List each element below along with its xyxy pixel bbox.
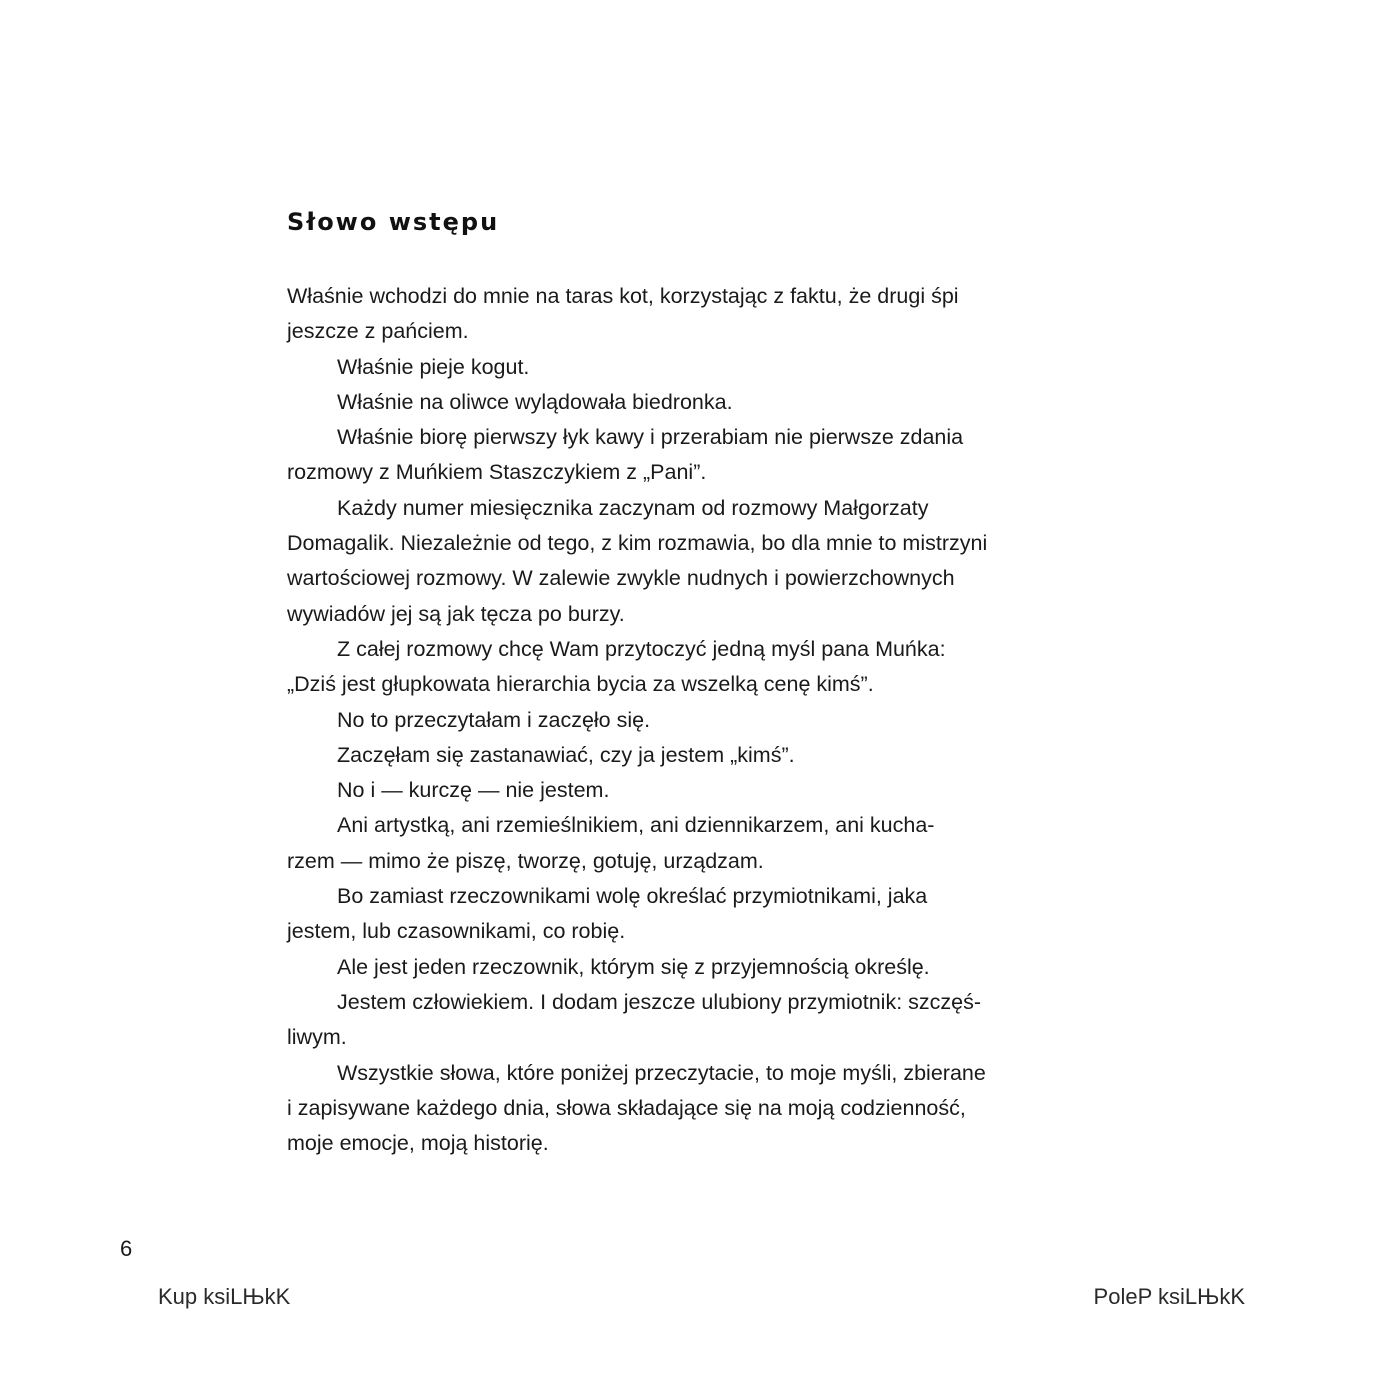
text-line: Właśnie biorę pierwszy łyk kawy i przerabiam nie pierwsze zdania bbox=[337, 425, 964, 450]
body-text bbox=[287, 279, 1077, 1161]
text-line: „Dziś jest głupkowata hierarchia bycia za wszelką cenę kimś”. bbox=[287, 672, 874, 697]
text-line: Właśnie pieje kogut. bbox=[337, 354, 530, 379]
text-line: wywiadów jej są jak tęcza po burzy. bbox=[287, 601, 625, 626]
text-line: jestem, lub czasownikami, co robię. bbox=[287, 919, 626, 944]
text-line: Bo zamiast rzeczownikami wolę określać przymiotnikami, jaka bbox=[337, 884, 928, 909]
text-line: Wszystkie słowa, które poniżej przeczytacie, to moje myśli, zbierane bbox=[337, 1060, 986, 1085]
text-line: No i — kurczę — nie jestem. bbox=[337, 778, 610, 803]
text-line: Domagalik. Niezależnie od tego, z kim rozmawia, bo dla mnie to mistrzyni bbox=[287, 531, 988, 556]
text-line: wartościowej rozmowy. W zalewie zwykle nudnych i powierzchownych bbox=[287, 566, 955, 591]
text-line: Ani artystką, ani rzemieślnikiem, ani dziennikarzem, ani kucha- bbox=[337, 813, 935, 838]
text-line: Ale jest jeden rzeczownik, którym się z przyjemnością określę. bbox=[337, 954, 930, 979]
text-line: Zaczęłam się zastanawiać, czy ja jestem „kimś”. bbox=[337, 742, 795, 767]
footer-buy-book[interactable]: Kup ksiLЊkK bbox=[158, 1284, 291, 1309]
text-line: Każdy numer miesięcznika zaczynam od rozmowy Małgorzaty bbox=[337, 495, 929, 520]
text-line: Właśnie wchodzi do mnie na taras kot, korzystając z faktu, że drugi śpi bbox=[287, 284, 959, 308]
text-line: rzem — mimo że piszę, tworzę, gotuję, urządzam. bbox=[287, 848, 764, 873]
text-line: jeszcze z pańciem. bbox=[287, 319, 469, 344]
text-line: rozmowy z Muńkiem Staszczykiem z „Pani”. bbox=[287, 460, 707, 485]
text-line: i zapisywane każdego dnia, słowa składające się na moją codzienność, bbox=[287, 1095, 966, 1120]
text-line: No to przeczytałam i zaczęło się. bbox=[337, 707, 651, 732]
text-line: Jestem człowiekiem. I dodam jeszcze ulubiony przymiotnik: szczęś- bbox=[337, 989, 982, 1014]
chapter-heading: Słowo wstępu bbox=[287, 208, 500, 236]
text-line: moje emocje, moją historię. bbox=[287, 1131, 549, 1156]
page-number: 6 bbox=[120, 1236, 133, 1261]
text-line: liwym. bbox=[287, 1025, 347, 1050]
text-line: Z całej rozmowy chcę Wam przytoczyć jedną myśl pana Muńka: bbox=[337, 636, 946, 661]
text-line: Właśnie na oliwce wylądowała biedronka. bbox=[337, 389, 733, 414]
footer-recommend-book[interactable]: PoleP ksiLЊkK bbox=[1093, 1284, 1245, 1309]
